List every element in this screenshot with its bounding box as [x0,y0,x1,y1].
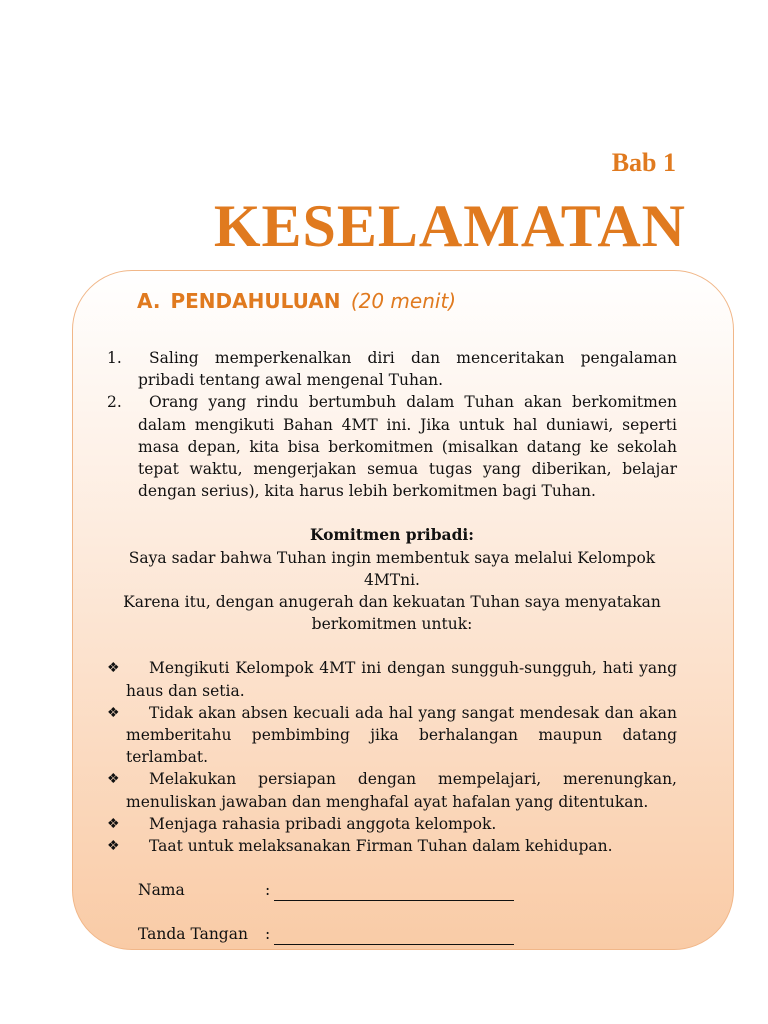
section-heading [137,289,456,313]
numbered-list [107,347,677,502]
section-content [107,347,677,945]
list-text: Melakukan persiapan dengan mempelajari, merenungkan, menuliskan jawaban dan menghafal ayat hafalan yang ditentukan. [126,770,677,811]
list-text: Saling memperkenalkan diri dan menceritakan pengalaman pribadi tentang awal mengenal Tuhan. [138,349,677,390]
name-label: Nama [138,881,185,900]
list-text: Orang yang rindu bertumbuh dalam Tuhan akan berkomitmen dalam mengikuti Bahan 4MT ini. Jika untuk hal duniawi, seperti masa depan, kita bisa berkomitmen (misalkan datang ke sekolah tepat waktu, mengerjakan semua tugas yang diberikan, belajar dengan serius), kita harus lebih berkomitmen bagi Tuhan. [138,393,677,501]
signature-row [107,923,677,945]
list-text: Menjaga rahasia pribadi anggota kelompok. [149,814,497,833]
section-letter: A. [137,289,161,313]
diamond-bullet-icon: ❖ [107,838,120,855]
section-time: (20 menit) [350,289,457,313]
chapter-label: Bab 1 [611,148,676,177]
commitment-line: Saya sadar bahwa Tuhan ingin membentuk saya melalui Kelompok 4MTni. [128,548,656,589]
list-item [107,347,677,391]
list-item [107,813,677,835]
commitment-list [107,657,677,857]
list-item [107,702,677,769]
list-text: Tidak akan absen kecuali ada hal yang sangat mendesak dan akan memberitahu pembimbing jika berhalangan maupun datang terlambat. [126,703,677,767]
list-item [107,391,677,502]
list-item [107,835,677,857]
signature-label: Tanda Tangan [138,925,248,944]
commitment-line: berkomitmen untuk: [311,615,473,634]
diamond-bullet-icon: ❖ [107,704,120,721]
section-name: PENDAHULUAN [170,289,341,313]
list-number: 1. [107,349,122,367]
diamond-bullet-icon: ❖ [107,660,120,677]
list-item [107,657,677,701]
name-colon: : [265,881,271,900]
commitment-statement [107,547,677,636]
list-number: 2. [107,393,122,412]
chapter-title: KESELAMATAN [213,193,686,259]
commitment-line: Karena itu, dengan anugerah dan kekuatan Tuhan saya menyatakan [123,593,661,612]
signature-field-line[interactable] [274,928,514,945]
content-panel [72,270,734,950]
signature-form [107,879,677,945]
diamond-bullet-icon: ❖ [107,815,120,832]
name-field-line[interactable] [274,884,514,901]
name-row [107,879,677,901]
list-text: Taat untuk melaksanakan Firman Tuhan dalam kehidupan. [149,837,613,856]
list-item [107,768,677,812]
commitment-heading: Komitmen pribadi: [309,525,475,545]
list-text: Mengikuti Kelompok 4MT ini dengan sungguh-sungguh, hati yang haus dan setia. [126,659,677,700]
signature-colon: : [265,925,271,944]
diamond-bullet-icon: ❖ [107,771,120,788]
